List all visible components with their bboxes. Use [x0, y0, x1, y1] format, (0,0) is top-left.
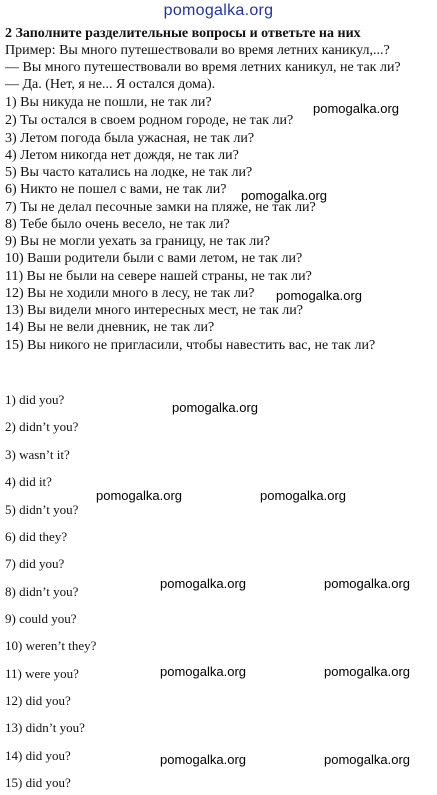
site-header-logo: pomogalka.org [163, 2, 274, 19]
watermark: pomogalka.org [160, 752, 246, 767]
question-item: 8) Тебе было очень весело, не так ли? [5, 217, 230, 232]
question-item: 15) Вы никого не пригласили, чтобы навестить вас, не так ли? [5, 338, 376, 353]
watermark: pomogalka.org [324, 664, 410, 679]
question-item: 3) Летом погода была ужасная, не так ли? [5, 131, 255, 146]
watermark: pomogalka.org [160, 576, 246, 591]
answer-item: 11) were you? [5, 666, 79, 681]
watermark: pomogalka.org [324, 576, 410, 591]
question-item: 14) Вы не вели дневник, не так ли? [5, 320, 215, 335]
answer-item: 10) weren’t they? [5, 638, 97, 653]
watermark: pomogalka.org [96, 488, 182, 503]
watermark: pomogalka.org [160, 664, 246, 679]
question-item: 2) Ты остался в своем родном городе, не так ли? [5, 113, 294, 128]
answer-item: 6) did they? [5, 529, 68, 544]
watermark: pomogalka.org [324, 752, 410, 767]
answer-item: 7) did you? [5, 556, 65, 571]
watermark: pomogalka.org [260, 488, 346, 503]
example-line: Пример: Вы много путешествовали во время летних каникул,...? [5, 43, 390, 58]
question-item: 13) Вы видели много интересных мест, не так ли? [5, 303, 303, 318]
question-item: 1) Вы никуда не пошли, не так ли? [5, 95, 212, 110]
question-item: 5) Вы часто катались на лодке, не так ли? [5, 165, 253, 180]
answer-item: 14) did you? [5, 748, 71, 763]
example-line: — Вы много путешествовали во время летних каникул, не так ли? [5, 60, 401, 75]
question-item: 9) Вы не могли уехать за границу, не так ли? [5, 234, 270, 249]
answer-item: 2) didn’t you? [5, 419, 79, 434]
answer-item: 13) didn’t you? [5, 720, 85, 735]
task-title: 2 Заполните разделительные вопросы и ответьте на них [5, 26, 361, 41]
question-item: 10) Ваши родители были с вами летом, не так ли? [5, 251, 303, 266]
answer-item: 12) did you? [5, 693, 71, 708]
answer-item: 9) could you? [5, 611, 77, 626]
question-item: 11) Вы не были на севере нашей страны, не так ли? [5, 269, 312, 284]
question-item: 4) Летом никогда нет дождя, не так ли? [5, 148, 239, 163]
watermark: pomogalka.org [241, 188, 327, 203]
watermark: pomogalka.org [313, 101, 399, 116]
question-item: 6) Никто не пошел с вами, не так ли? [5, 182, 227, 197]
watermark: pomogalka.org [172, 400, 258, 415]
answer-item: 8) didn’t you? [5, 584, 79, 599]
answer-item: 15) did you? [5, 775, 71, 790]
answer-item: 5) didn’t you? [5, 502, 79, 517]
answer-item: 3) wasn’t it? [5, 447, 70, 462]
question-item: 12) Вы не ходили много в лесу, не так ли? [5, 286, 255, 301]
answer-item: 4) did it? [5, 474, 52, 489]
example-line: — Да. (Нет, я не... Я остался дома). [5, 77, 216, 92]
watermark: pomogalka.org [276, 288, 362, 303]
question-item: 7) Ты не делал песочные замки на пляже, не так ли? [5, 200, 316, 215]
answer-item: 1) did you? [5, 392, 65, 407]
